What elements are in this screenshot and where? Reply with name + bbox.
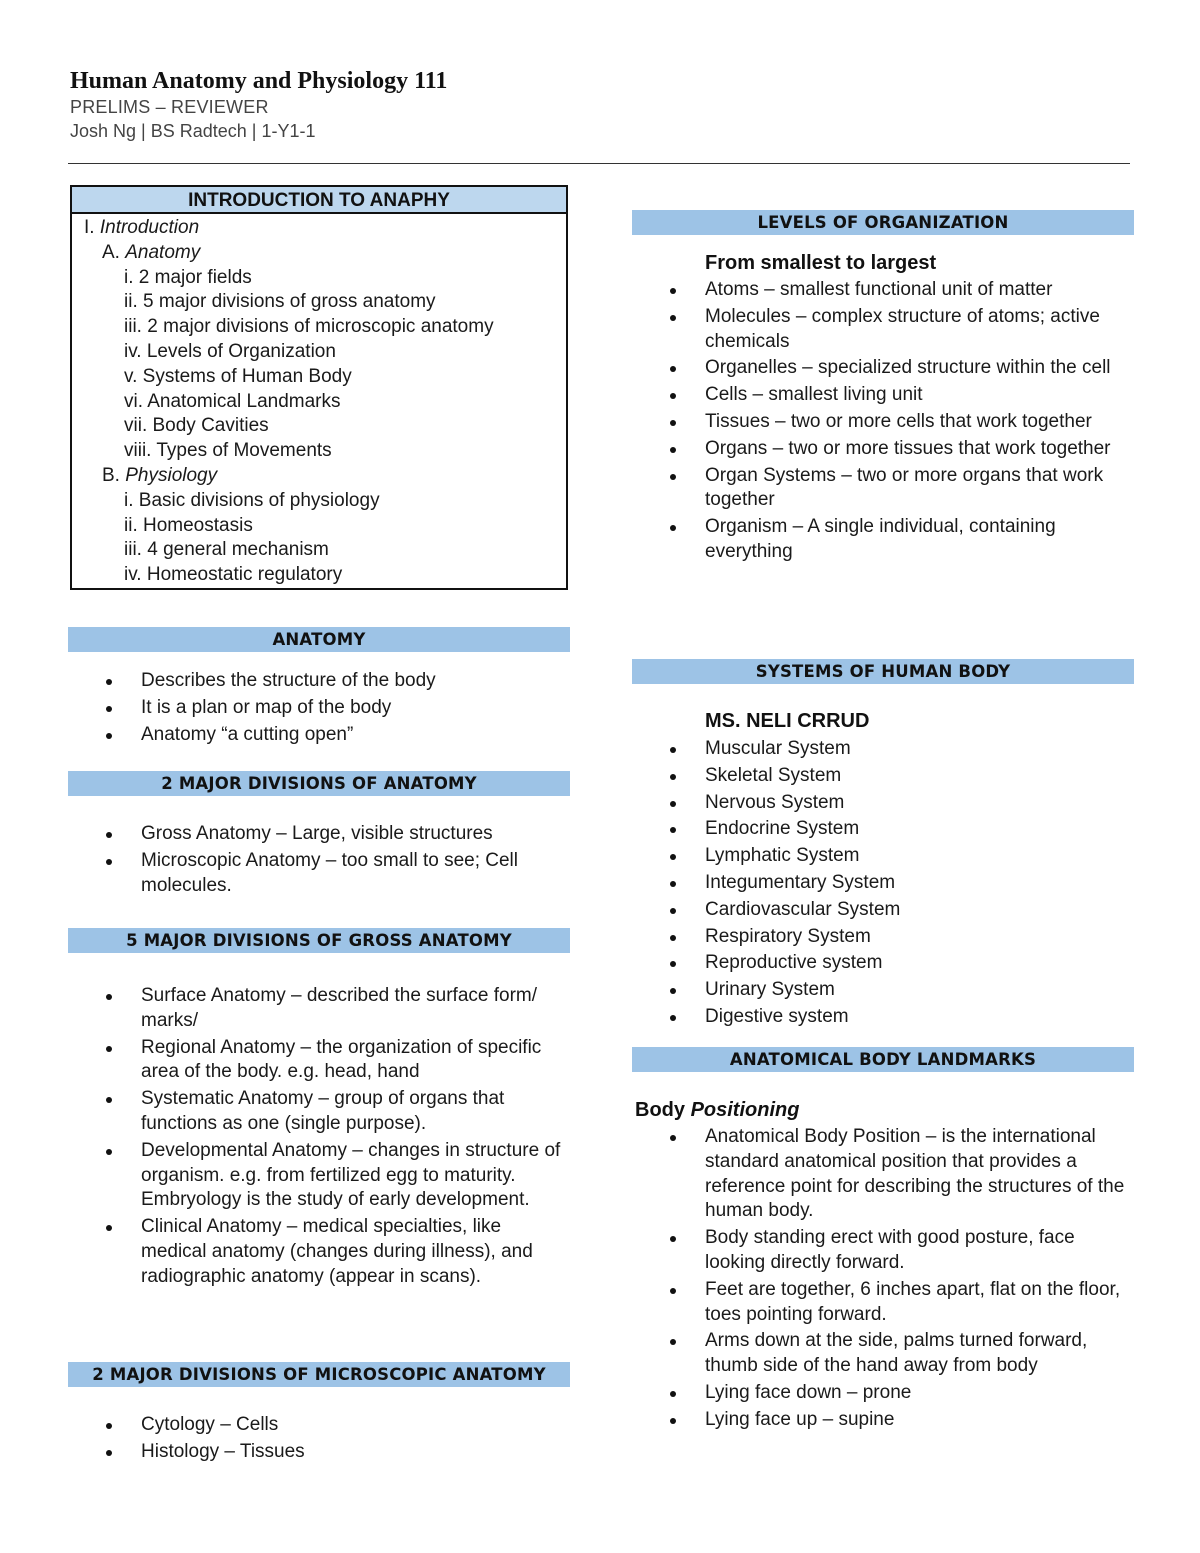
list-item [632, 1278, 1132, 1328]
outline-text: iv. Levels of Organization [124, 340, 336, 362]
list-item-text: Organ Systems – two or more organs that work together [705, 464, 1104, 511]
outline-text: Physiology [125, 464, 218, 486]
bullet-icon [670, 1339, 676, 1345]
bullet-icon [670, 827, 676, 833]
outline-line [72, 216, 566, 241]
systems-list [632, 737, 1132, 1032]
outline-line [72, 414, 566, 439]
bullet-icon [670, 525, 676, 531]
section-header-landmarks: ANATOMICAL BODY LANDMARKS [632, 1047, 1134, 1072]
outline-text: iii. 2 major divisions of microscopic anatomy [124, 316, 494, 338]
list-item-text: Organs – two or more tissues that work together [705, 437, 1111, 459]
list-item [632, 383, 1132, 408]
list-item-text: Endocrine System [705, 818, 860, 840]
bullet-icon [670, 961, 676, 967]
bullet-icon [670, 854, 676, 860]
header-divider [68, 163, 1130, 164]
bullet-icon [106, 1046, 112, 1052]
bullet-icon [106, 832, 112, 838]
levels-list [632, 278, 1132, 567]
list-item-text: Molecules – complex structure of atoms; active chemicals [705, 305, 1100, 352]
outline-line [72, 464, 566, 489]
bullet-icon [670, 474, 676, 480]
outline-prefix: I. [84, 217, 100, 238]
bullet-icon [670, 315, 676, 321]
outline-text: vii. Body Cavities [124, 415, 269, 437]
list-item-text: Lying face down – prone [705, 1381, 912, 1403]
list-item-text: Lying face up – supine [705, 1408, 895, 1430]
outline-line [72, 439, 566, 464]
bullet-icon [670, 393, 676, 399]
list-item-text: Anatomical Body Position – is the international standard anatomical position that provides a reference point for describing the structures of the human body. [705, 1126, 1125, 1222]
list-item-text: Respiratory System [705, 925, 871, 947]
list-item-text: Organelles – specialized structure within the cell [705, 357, 1111, 379]
list-item-text: Regional Anatomy – the organization of specific area of the body. e.g. head, hand [141, 1036, 542, 1083]
outline-text: vi. Anatomical Landmarks [124, 390, 341, 412]
list-item [632, 978, 1132, 1003]
list-item [68, 1413, 568, 1438]
list-item [68, 1087, 568, 1137]
bullet-icon [670, 747, 676, 753]
list-item-text: Organism – A single individual, containing everything [705, 516, 1056, 562]
list-item [632, 278, 1132, 303]
landmarks-subheading-plain: Body [635, 1099, 691, 1121]
outline-text: v. Systems of Human Body [124, 365, 352, 387]
outline-text: i. Basic divisions of physiology [124, 489, 380, 511]
outline-text: viii. Types of Movements [124, 440, 332, 462]
list-item [68, 1036, 568, 1086]
list-item [68, 696, 568, 721]
bullet-icon [670, 1288, 676, 1294]
list-item-text: Clinical Anatomy – medical specialties, like medical anatomy (changes during illness), and radiographic anatomy (appear in scans). [141, 1216, 533, 1287]
list-item-text: Integumentary System [705, 871, 896, 893]
levels-subheading: From smallest to largest [705, 252, 937, 274]
list-item [68, 849, 568, 899]
bullet-icon [106, 859, 112, 865]
section-header-micro-divisions: 2 MAJOR DIVISIONS OF MICROSCOPIC ANATOMY [68, 1362, 570, 1387]
list-item-text: Anatomy “a cutting open” [141, 723, 354, 745]
list-item [632, 764, 1132, 789]
list-item [632, 951, 1132, 976]
list-item-text: Muscular System [705, 738, 851, 759]
list-item [68, 1139, 568, 1213]
list-item-text: It is a plan or map of the body [141, 696, 392, 718]
document-subtitle: PRELIMS – REVIEWER [70, 97, 269, 117]
list-item [632, 1226, 1132, 1276]
systems-subheading: MS. NELI CRRUD [705, 710, 870, 732]
bullet-icon [670, 366, 676, 372]
bullet-icon [106, 733, 112, 739]
document-author-line: Josh Ng | BS Radtech | 1-Y1-1 [70, 121, 316, 141]
list-item [68, 984, 568, 1034]
intro-outline-heading: INTRODUCTION TO ANAPHY [72, 187, 566, 214]
list-item [632, 1125, 1132, 1224]
outline-line [72, 514, 566, 539]
list-item-text: Arms down at the side, palms turned forward, thumb side of the hand away from body [705, 1330, 1088, 1377]
major-divisions-list [68, 822, 568, 900]
list-item [632, 464, 1132, 514]
list-item-text: Body standing erect with good posture, face looking directly forward. [705, 1227, 1075, 1273]
outline-line [72, 390, 566, 415]
outline-line [72, 340, 566, 365]
outline-prefix: B. [102, 464, 126, 486]
list-item [68, 1440, 568, 1465]
list-item-text: Surface Anatomy – described the surface form/ marks/ [141, 985, 538, 1031]
landmarks-list [632, 1125, 1132, 1435]
list-item [632, 305, 1132, 355]
list-item [632, 1005, 1132, 1030]
list-item [632, 1381, 1132, 1406]
bullet-icon [670, 935, 676, 941]
outline-text: Anatomy [125, 241, 201, 263]
section-header-anatomy: ANATOMY [68, 627, 570, 652]
outline-text: ii. 5 major divisions of gross anatomy [124, 291, 436, 313]
list-item [632, 410, 1132, 435]
list-item-text: Urinary System [705, 979, 835, 1001]
bullet-icon [670, 801, 676, 807]
outline-text: iii. 4 general mechanism [124, 539, 329, 561]
list-item-text: Describes the structure of the body [141, 670, 436, 691]
intro-outline-list [72, 214, 566, 588]
list-item [68, 1215, 568, 1289]
bullet-icon [106, 1149, 112, 1155]
list-item [632, 356, 1132, 381]
list-item [632, 1329, 1132, 1379]
outline-line [72, 365, 566, 390]
list-item-text: Developmental Anatomy – changes in structure of organism. e.g. from fertilized egg to maturity. Embryology is the study of early development. [141, 1139, 561, 1211]
list-item-text: Histology – Tissues [141, 1440, 305, 1462]
list-item [632, 737, 1132, 762]
outline-prefix: A. [102, 241, 126, 263]
list-item-text: Cells – smallest living unit [705, 384, 923, 406]
gross-divisions-list [68, 984, 568, 1292]
document-title: Human Anatomy and Physiology 111 [70, 68, 448, 94]
list-item [68, 723, 568, 748]
bullet-icon [106, 994, 112, 1000]
bullet-icon [670, 447, 676, 453]
list-item-text: Atoms – smallest functional unit of matter [705, 279, 1053, 300]
list-item-text: Lymphatic System [705, 845, 860, 867]
outline-text: i. 2 major fields [124, 266, 252, 288]
outline-line [72, 538, 566, 563]
bullet-icon [670, 988, 676, 994]
section-header-gross-divisions: 5 MAJOR DIVISIONS OF GROSS ANATOMY [68, 928, 570, 953]
bullet-icon [670, 288, 676, 294]
list-item [632, 437, 1132, 462]
section-header-systems: SYSTEMS OF HUMAN BODY [632, 659, 1134, 684]
bullet-icon [670, 420, 676, 426]
bullet-icon [106, 679, 112, 685]
micro-divisions-list [68, 1413, 568, 1467]
list-item-text: Feet are together, 6 inches apart, flat on the floor, toes pointing forward. [705, 1278, 1121, 1325]
outline-line [72, 563, 566, 588]
outline-line [72, 241, 566, 266]
bullet-icon [106, 706, 112, 712]
list-item-text: Systematic Anatomy – group of organs that functions as one (single purpose). [141, 1088, 505, 1134]
bullet-icon [670, 774, 676, 780]
bullet-icon [106, 1225, 112, 1231]
list-item [632, 925, 1132, 950]
list-item [632, 844, 1132, 869]
list-item [632, 1408, 1132, 1433]
landmarks-subheading [635, 1099, 799, 1122]
bullet-icon [106, 1423, 112, 1429]
bullet-icon [670, 881, 676, 887]
list-item [68, 822, 568, 847]
list-item-text: Gross Anatomy – Large, visible structures [141, 823, 493, 844]
list-item-text: Tissues – two or more cells that work together [705, 410, 1092, 432]
bullet-icon [670, 1135, 676, 1141]
outline-line [72, 315, 566, 340]
list-item-text: Skeletal System [705, 764, 842, 786]
list-item-text: Cardiovascular System [705, 898, 901, 920]
bullet-icon [670, 908, 676, 914]
bullet-icon [670, 1236, 676, 1242]
list-item [632, 898, 1132, 923]
list-item-text: Microscopic Anatomy – too small to see; Cell molecules. [141, 849, 518, 896]
outline-text: iv. Homeostatic regulatory [124, 564, 343, 586]
bullet-icon [670, 1015, 676, 1021]
list-item [632, 515, 1132, 565]
outline-line [72, 489, 566, 514]
section-header-levels: LEVELS OF ORGANIZATION [632, 210, 1134, 235]
intro-outline-box [70, 185, 568, 590]
bullet-icon [106, 1450, 112, 1456]
landmarks-subheading-italic: Positioning [690, 1099, 800, 1121]
outline-line [72, 266, 566, 291]
bullet-icon [670, 1391, 676, 1397]
bullet-icon [670, 1418, 676, 1424]
list-item-text: Cytology – Cells [141, 1414, 279, 1435]
anatomy-list [68, 669, 568, 749]
list-item [632, 791, 1132, 816]
list-item [68, 669, 568, 694]
list-item-text: Reproductive system [705, 952, 883, 974]
list-item [632, 817, 1132, 842]
list-item-text: Nervous System [705, 791, 845, 813]
outline-text: ii. Homeostasis [124, 514, 253, 536]
outline-text: Introduction [99, 217, 200, 238]
bullet-icon [106, 1097, 112, 1103]
list-item [632, 871, 1132, 896]
section-header-major-divisions: 2 MAJOR DIVISIONS OF ANATOMY [68, 771, 570, 796]
list-item-text: Digestive system [705, 1005, 849, 1027]
outline-line [72, 290, 566, 315]
